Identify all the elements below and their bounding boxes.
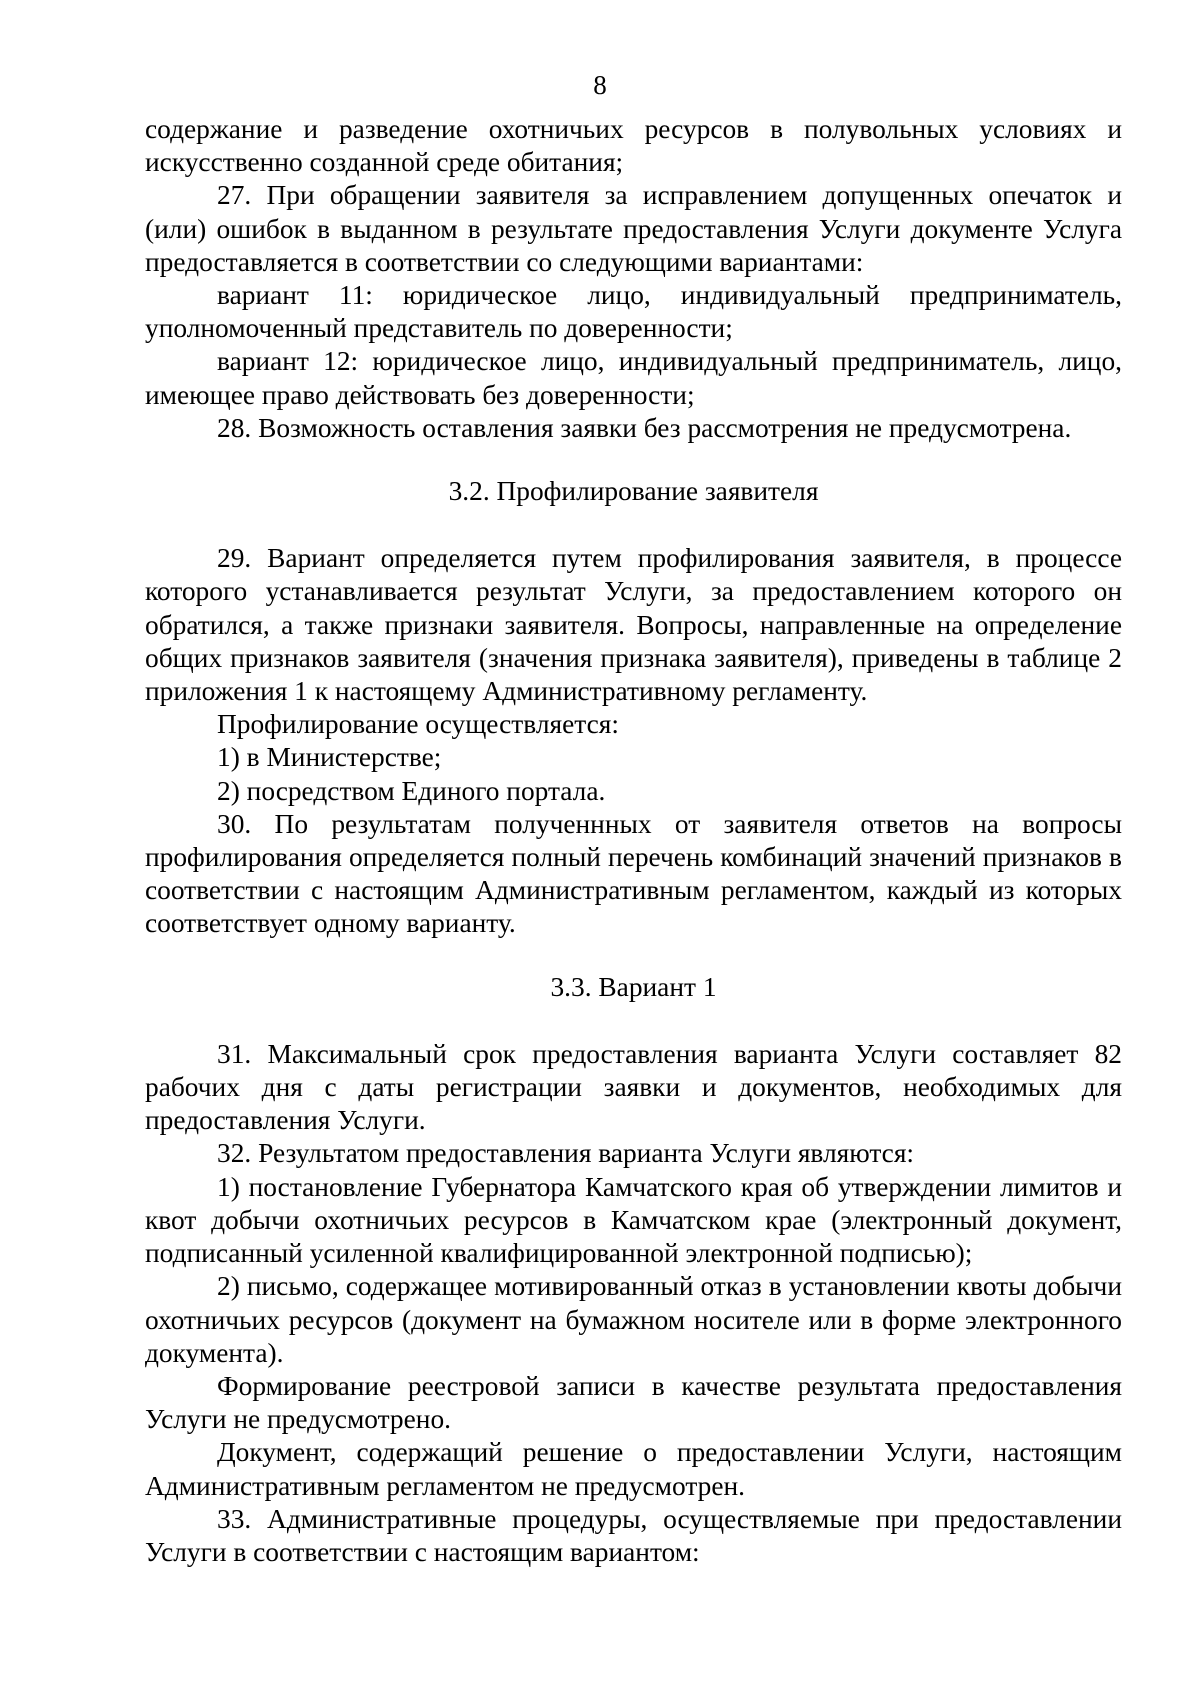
section-heading-3-2: 3.2. Профилирование заявителя — [448, 476, 819, 507]
list-item-ministry: 1) в Министерстве; — [217, 742, 442, 773]
paragraph-decision-document: Документ, содержащий решение о предоставлении Услуги, настоящим Административным регламентом не предусмотрен. — [145, 1437, 1122, 1501]
paragraph-variant-12: вариант 12: юридическое лицо, индивидуальный предприниматель, лицо, имеющее право действовать без доверенности; — [145, 346, 1122, 410]
paragraph-29-profiling: 29. Вариант определяется путем профилирования заявителя, в процессе которого устанавливается результат Услуги, за предоставлением которого он обратился, а также признаки заявителя. Вопросы, направленные на определение общих признаков заявителя (значения признака заявителя), приведены в таблице 2 приложения 1 к настоящему Административному регламенту. — [145, 543, 1122, 707]
paragraph-profiling-performed: Профилирование осуществляется: — [217, 709, 619, 740]
page-number: 8 — [593, 70, 607, 100]
paragraph-32-results: 32. Результатом предоставления варианта Услуги являются: — [217, 1138, 915, 1169]
paragraph-habitat-conditions: содержание и разведение охотничьих ресурсов в полувольных условиях и искусственно созданной среде обитания; — [145, 114, 1122, 178]
list-item-refusal-letter: 2) письмо, содержащее мотивированный отказ в установлении квоты добычи охотничьих ресурсов (документ на бумажном носителе или в форме электронного документа). — [145, 1271, 1122, 1368]
list-item-unified-portal: 2) посредством Единого портала. — [217, 775, 606, 806]
paragraph-33-procedures: 33. Административные процедуры, осуществляемые при предоставлении Услуги в соответствии с настоящим вариантом: — [145, 1503, 1122, 1567]
paragraph-31-max-term: 31. Максимальный срок предоставления варианта Услуги составляет 82 рабочих дня с даты регистрации заявки и документов, необходимых для предоставления Услуги. — [145, 1038, 1122, 1136]
paragraph-variant-11: вариант 11: юридическое лицо, индивидуальный предприниматель, уполномоченный представитель по доверенности; — [145, 280, 1122, 344]
paragraph-registry-record: Формирование реестровой записи в качестве результата предоставления Услуги не предусмотрено. — [145, 1370, 1122, 1435]
paragraph-27-correction-variants: 27. При обращении заявителя за исправлением допущенных опечаток и (или) ошибок в выданном в результате предоставления Услуги документе Услуга предоставляется в соответствии со следующими вариантами: — [145, 180, 1122, 277]
paragraph-30-profiling-results: 30. По результатам полученнных от заявителя ответов на вопросы профилирования определяется полный перечень комбинаций значений признаков в соответствии с настоящим Административным регламентом, каждый из которых соответствует одному варианту. — [145, 808, 1122, 939]
list-item-governor-decree: 1) постановление Губернатора Камчатского края об утверждении лимитов и квот добычи охотничьих ресурсов в Камчатском крае (электронный документ, подписанный усиленной квалифицированной электронной подписью); — [145, 1171, 1122, 1269]
paragraph-28-no-leaving-without-review: 28. Возможность оставления заявки без рассмотрения не предусмотрена. — [217, 412, 1072, 443]
document-body — [145, 113, 1122, 1569]
section-heading-3-3: 3.3. Вариант 1 — [550, 971, 717, 1002]
